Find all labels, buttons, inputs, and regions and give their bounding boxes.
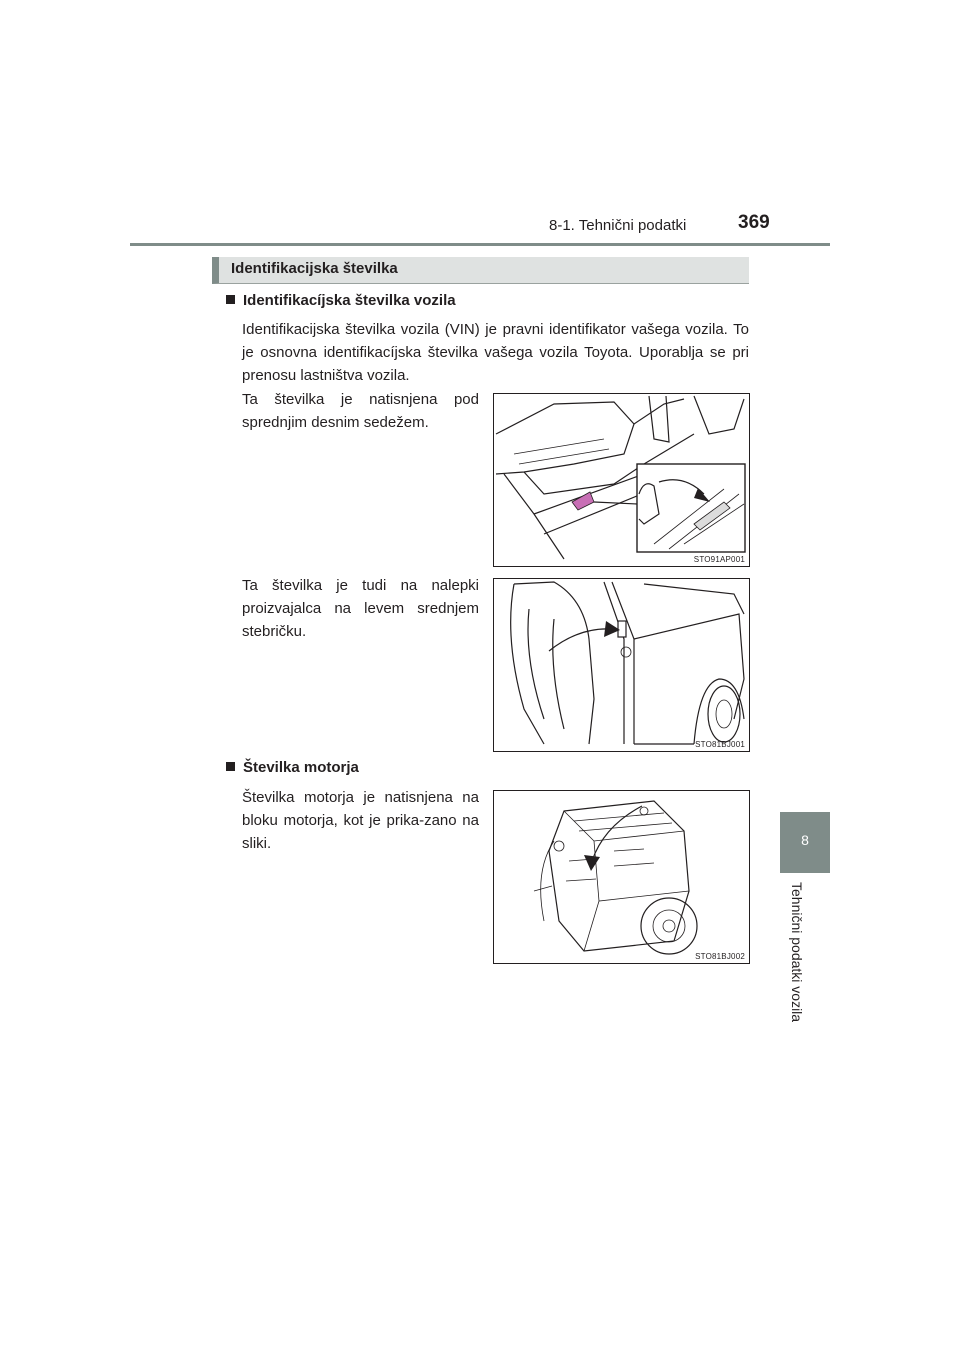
vin-heading-text: Identifikacíjska številka vozila	[243, 292, 456, 309]
seat-illustration	[494, 394, 749, 566]
page-number: 369	[738, 212, 770, 233]
engine-text: Številka motorja je natisnjena na bloku motorja, kot je prika-zano na sliki.	[242, 789, 479, 852]
figure-engine-number	[493, 790, 750, 964]
engine-heading-text: Številka motorja	[243, 759, 359, 776]
engine-heading	[226, 759, 359, 776]
square-bullet-icon	[226, 762, 235, 771]
vin-location-seat: Ta številka je natisnjena pod sprednjim desnim sedežem.	[242, 391, 479, 431]
figure-code: STO81BJ001	[695, 740, 745, 749]
engine-illustration	[494, 791, 749, 963]
vin-heading	[226, 292, 456, 309]
figure-seat-vin	[493, 393, 750, 567]
figure-pillar-vin	[493, 578, 750, 752]
pillar-illustration	[494, 579, 749, 751]
header-divider	[130, 243, 830, 246]
vin-location-pillar: Ta številka je tudi na nalepki proizvajalca na levem srednjem stebričku.	[242, 577, 479, 640]
header-section-title: 8-1. Tehnični podatki	[549, 217, 687, 234]
figure-code: STO81BJ002	[695, 952, 745, 961]
chapter-title: Tehnični podatki vozila	[789, 882, 805, 1023]
figure-code: STO91AP001	[693, 555, 745, 564]
section-title-band	[212, 257, 749, 284]
chapter-tab	[780, 812, 830, 873]
chapter-number: 8	[801, 832, 809, 848]
vin-intro: Identifikacijska številka vozila (VIN) je pravni identifikator vašega vozila. To je osnovna identifikacíjska številka vašega vozila Toyota. Uporablja se pri prenosu lastništva vozila.	[242, 321, 749, 384]
square-bullet-icon	[226, 295, 235, 304]
section-title: Identifikacijska številka	[231, 260, 398, 277]
